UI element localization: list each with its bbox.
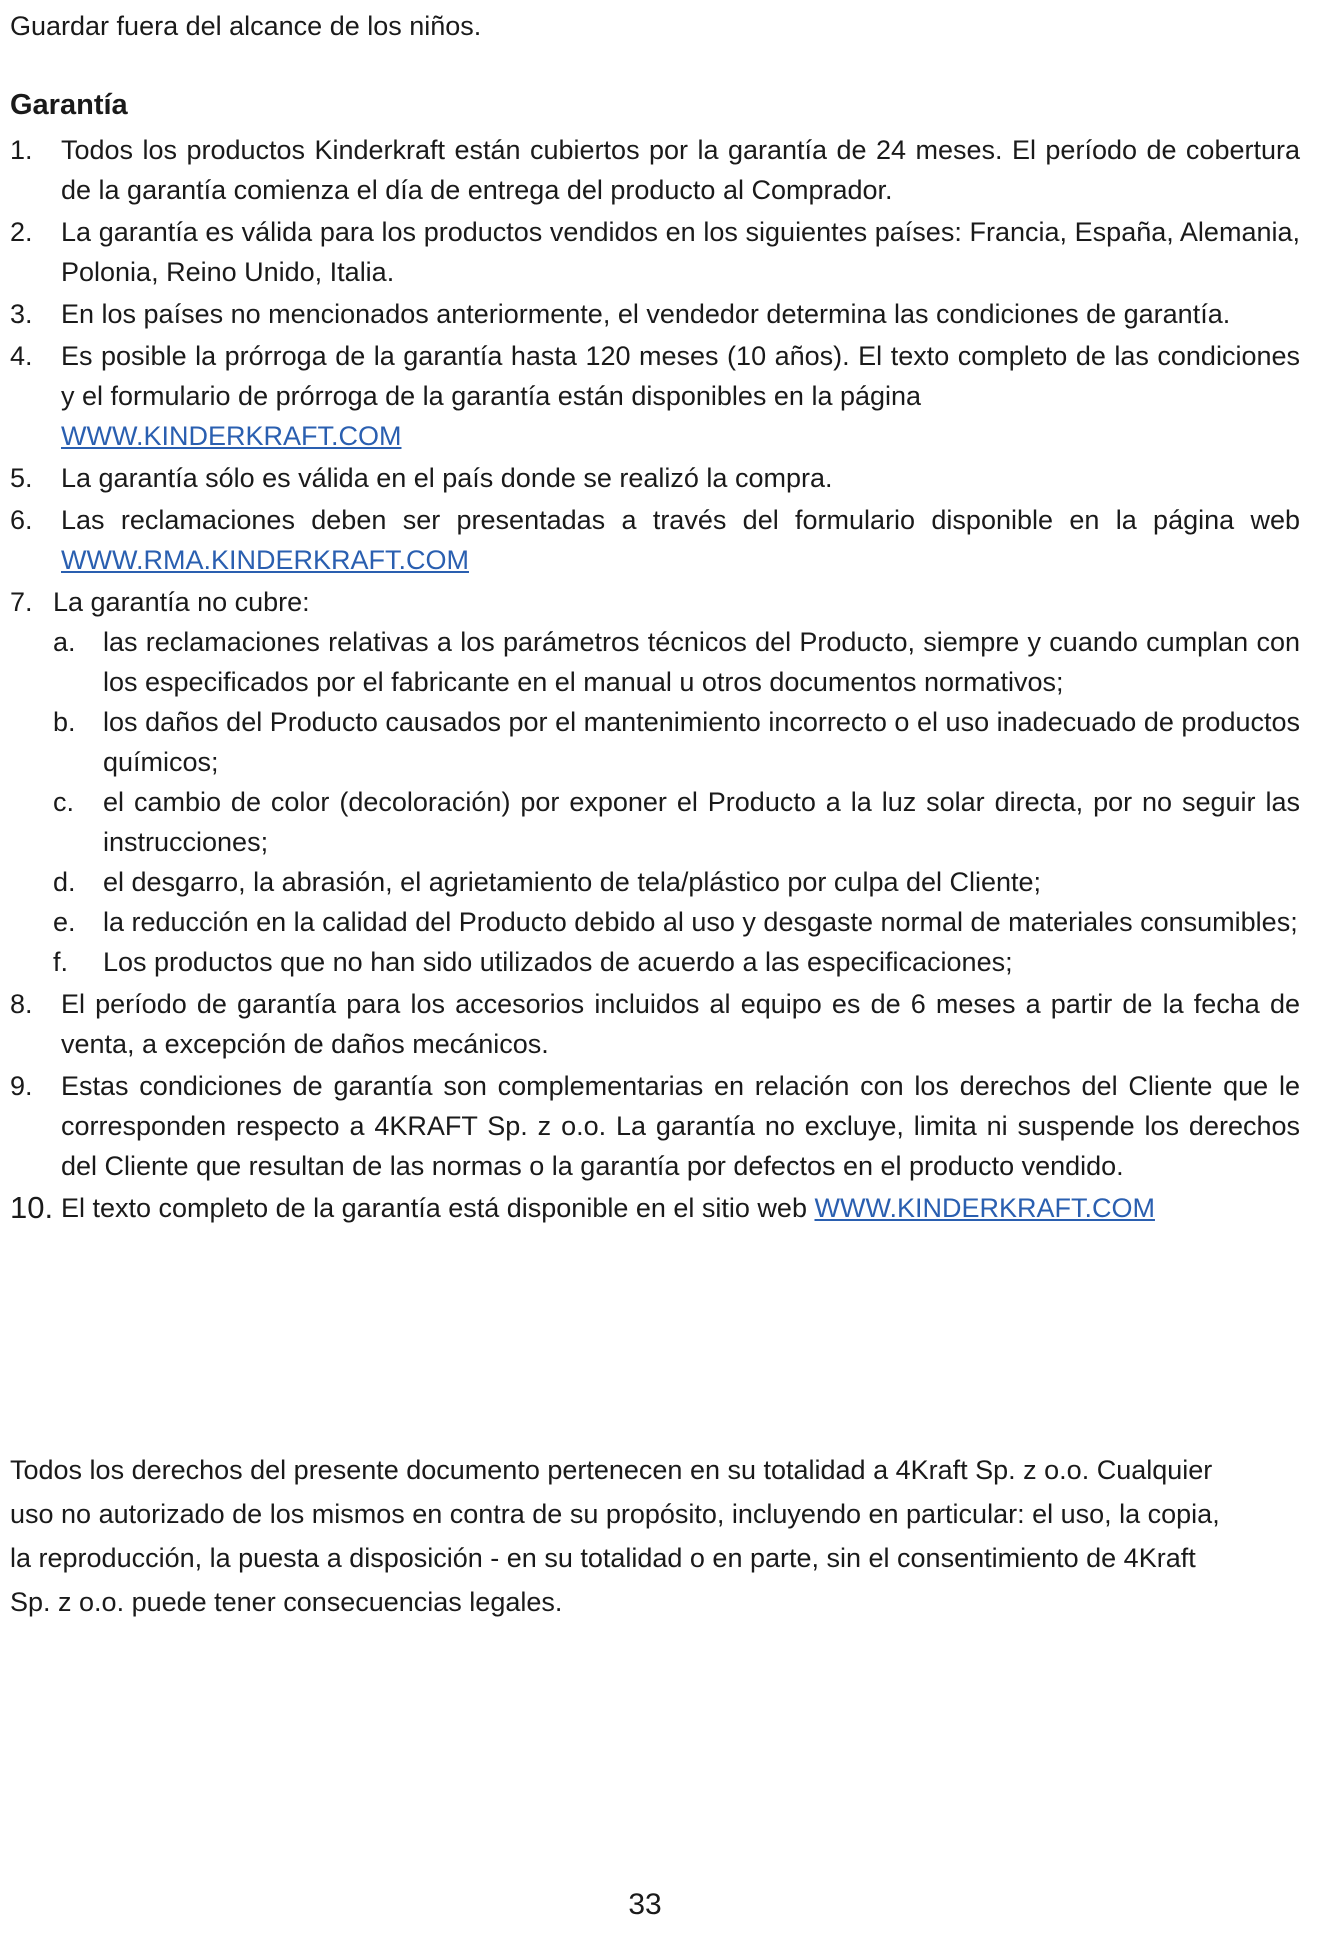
safety-note: Guardar fuera del alcance de los niños. (10, 11, 482, 41)
item-letter: b. (53, 707, 76, 737)
warranty-item-8 (10, 984, 1300, 1064)
item-text: La garantía no cubre: (53, 587, 310, 617)
item-text: Las reclamaciones deben ser presentadas a través del formulario disponible en la página web (61, 505, 1300, 535)
item-number: 7. (10, 587, 33, 617)
rma-link[interactable]: WWW.RMA.KINDERKRAFT.COM (61, 545, 469, 575)
warranty-item-5 (10, 458, 1300, 498)
exclusion-item-e (2, 902, 1300, 942)
warranty-list (10, 130, 1300, 1230)
warranty-item-7 (10, 582, 1300, 982)
warranty-item-10 (10, 1188, 1300, 1228)
kinderkraft-link[interactable]: WWW.KINDERKRAFT.COM (61, 421, 402, 451)
warranty-item-4 (10, 336, 1300, 456)
item-text: La garantía sólo es válida en el país donde se realizó la compra. (61, 463, 833, 493)
exclusion-item-f (2, 942, 1300, 982)
item-text: La garantía es válida para los productos vendidos en los siguientes países: Francia, España, Alemania, Polonia, Reino Unido, Italia. (61, 217, 1300, 287)
warranty-item-9 (10, 1066, 1300, 1186)
item-number: 10. (10, 1190, 54, 1225)
item-text: el desgarro, la abrasión, el agrietamiento de tela/plástico por culpa del Cliente; (103, 867, 1042, 897)
item-number: 4. (10, 341, 33, 371)
warranty-item-1 (10, 130, 1300, 210)
item-text: En los países no mencionados anteriormente, el vendedor determina las condiciones de garantía. (61, 299, 1231, 329)
item-text: Es posible la prórroga de la garantía hasta 120 meses (10 años). El texto completo de las condiciones y el formulario de prórroga de la garantía están disponibles en la página (61, 341, 1300, 411)
exclusion-item-d (2, 862, 1300, 902)
item-text: la reducción en la calidad del Producto debido al uso y desgaste normal de materiales consumibles; (103, 907, 1298, 937)
kinderkraft-link[interactable]: WWW.KINDERKRAFT.COM (814, 1193, 1155, 1223)
item-text: Todos los productos Kinderkraft están cubiertos por la garantía de 24 meses. El período de cobertura de la garantía comienza el día de entrega del producto al Comprador. (61, 135, 1300, 205)
exclusion-item-a (2, 622, 1300, 702)
exclusion-item-b (2, 702, 1300, 782)
item-number: 6. (10, 505, 33, 535)
warranty-heading: Garantía (10, 89, 128, 121)
item-text: El texto completo de la garantía está disponible en el sitio web (61, 1193, 807, 1223)
item-number: 3. (10, 299, 33, 329)
item-number: 5. (10, 463, 33, 493)
item-number: 8. (10, 989, 33, 1019)
copyright-notice: Todos los derechos del presente documento pertenecen en su totalidad a 4Kraft Sp. z o.o. Cualquier uso no autorizado de los mismos en contra de su propósito, incluyendo en particular: el uso, la copia, la reproducción, la puesta a disposición - en su totalidad o en parte, sin el consentimiento de 4Kraft Sp. z o.o. puede tener consecuencias legales. (10, 1455, 1220, 1617)
item-text: las reclamaciones relativas a los parámetros técnicos del Producto, siempre y cuando cumplan con los especificados por el fabricante en el manual u otros documentos normativos; (103, 627, 1300, 697)
page-number: 33 (628, 1888, 662, 1921)
item-text: Los productos que no han sido utilizados de acuerdo a las especificaciones; (103, 947, 1013, 977)
item-number: 2. (10, 217, 33, 247)
item-letter: e. (53, 907, 76, 937)
exclusions-list (53, 622, 1300, 982)
warranty-item-3 (10, 294, 1300, 334)
item-text: los daños del Producto causados por el mantenimiento incorrecto o el uso inadecuado de productos químicos; (103, 707, 1300, 777)
item-number: 9. (10, 1071, 33, 1101)
exclusion-item-c (2, 782, 1300, 862)
warranty-item-6 (10, 500, 1300, 580)
item-number: 1. (10, 135, 33, 165)
item-letter: d. (53, 867, 76, 897)
item-text: Estas condiciones de garantía son complementarias en relación con los derechos del Cliente que le corresponden respecto a 4KRAFT Sp. z o.o. La garantía no excluye, limita ni suspende los derechos del Cliente que resultan de las normas o la garantía por defectos en el producto vendido. (61, 1071, 1300, 1181)
item-text: El período de garantía para los accesorios incluidos al equipo es de 6 meses a partir de la fecha de venta, a excepción de daños mecánicos. (61, 989, 1300, 1059)
warranty-item-2 (10, 212, 1300, 292)
item-letter: c. (53, 787, 75, 817)
item-text: el cambio de color (decoloración) por exponer el Producto a la luz solar directa, por no seguir las instrucciones; (103, 787, 1300, 857)
item-letter: f. (53, 947, 69, 977)
item-letter: a. (53, 627, 76, 657)
